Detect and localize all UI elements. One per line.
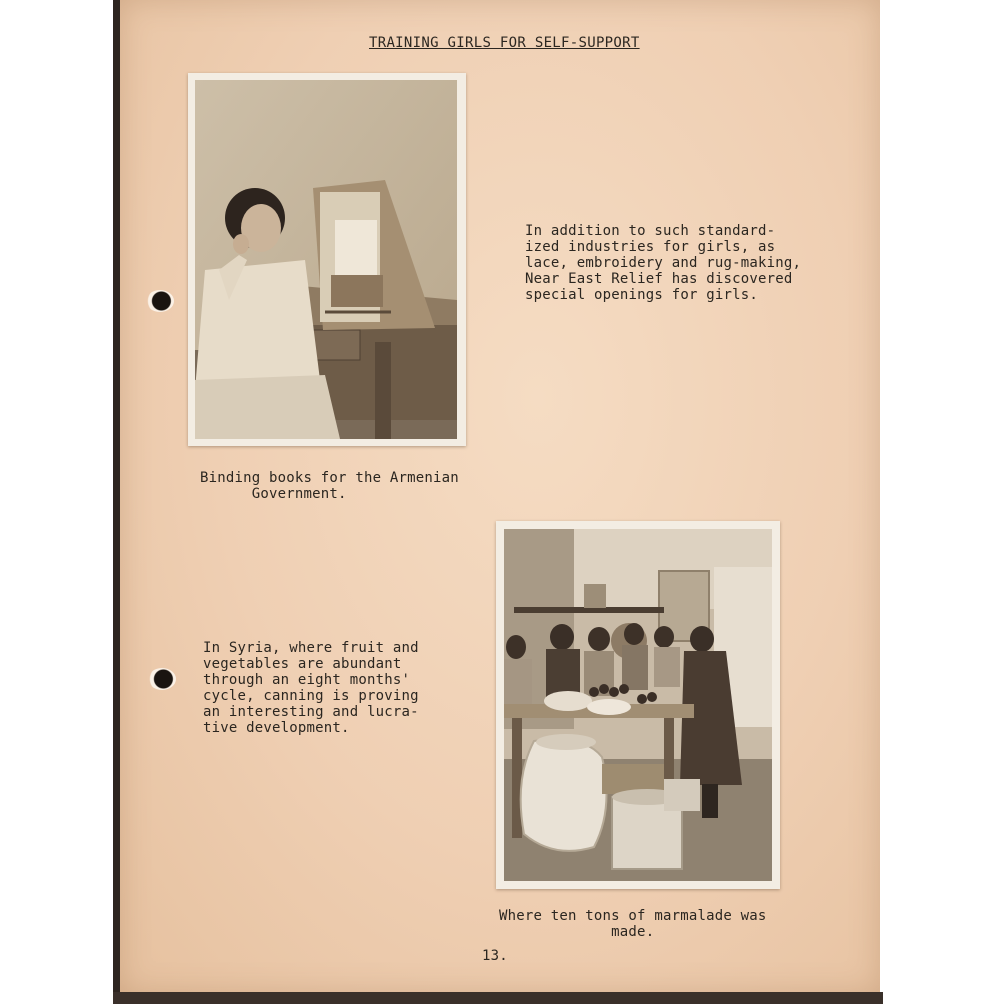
page-title: TRAINING GIRLS FOR SELF-SUPPORT (369, 35, 640, 51)
paragraph-syria: In Syria, where fruit and vegetables are abundant through an eight months' cycle, canning is proving an interesting and lucra- tive development. (203, 640, 419, 736)
page-bottom-edge (113, 992, 883, 1004)
photo-frame-canning (496, 521, 780, 889)
punch-hole-top (146, 290, 174, 312)
page-number: 13. (482, 948, 508, 964)
paragraph-industries: In addition to such standard- ized industries for girls, as lace, embroidery and rug-making, Near East Relief has discovered special openings for girls. (525, 223, 802, 303)
bookbinding-photo (195, 80, 457, 439)
punch-hole-bottom (148, 668, 176, 690)
photo-frame-bookbinding (188, 73, 466, 446)
caption-bookbinding: Binding books for the Armenian Government. (200, 470, 459, 502)
caption-marmalade: Where ten tons of marmalade was made. (499, 908, 767, 940)
canning-photo (504, 529, 772, 881)
